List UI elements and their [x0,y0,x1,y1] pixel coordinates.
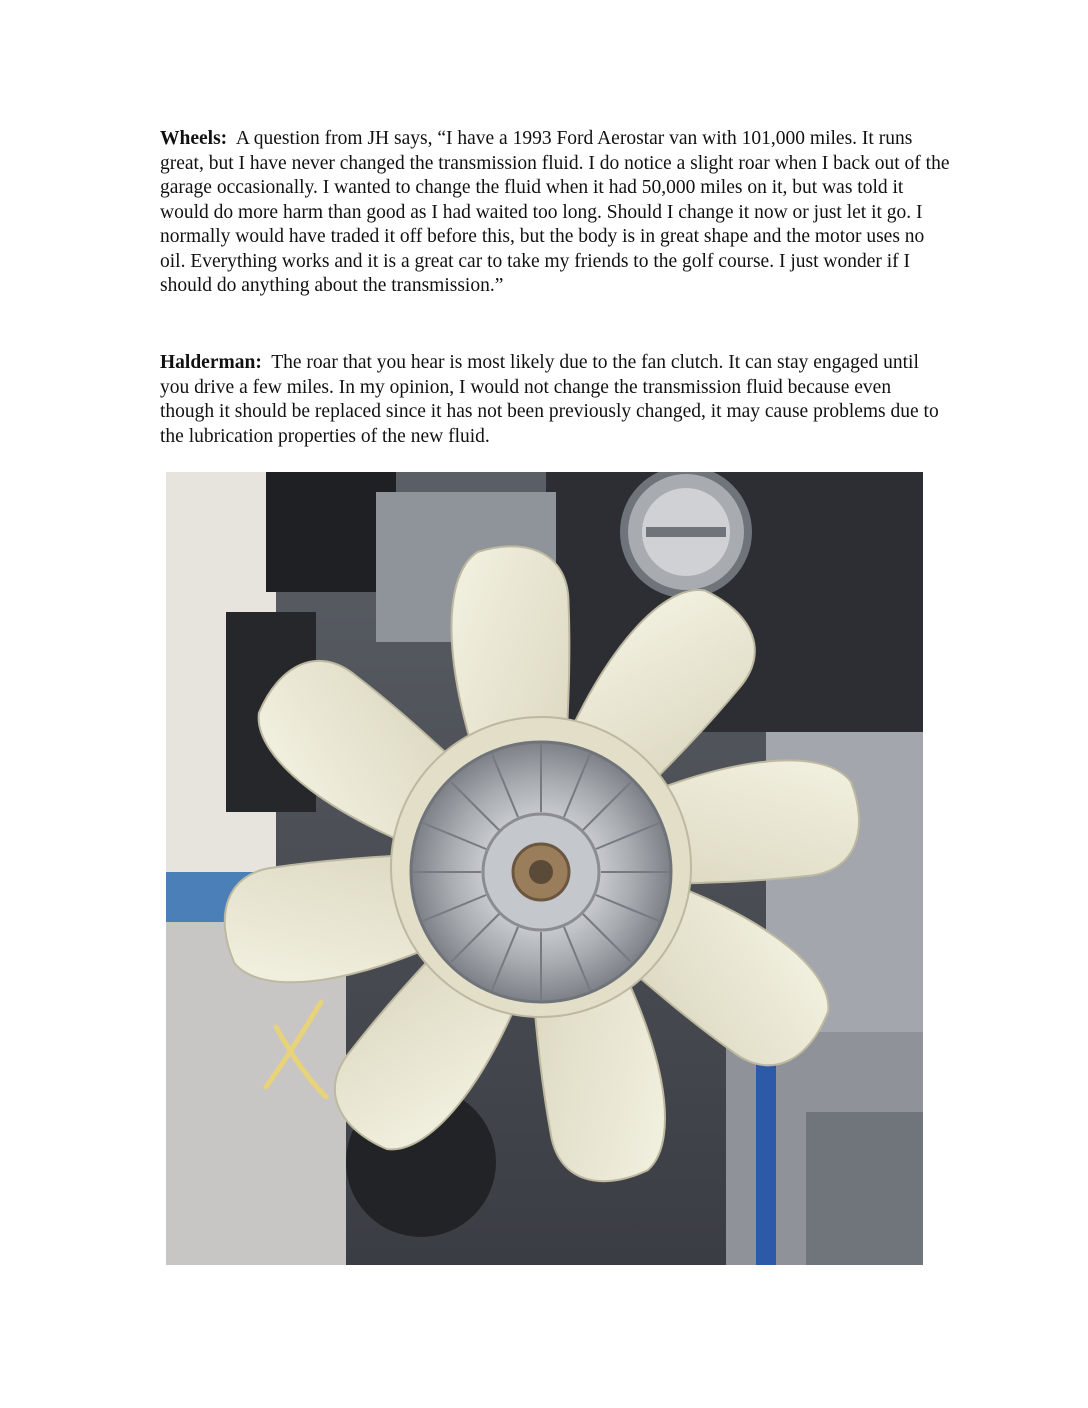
answer-text: The roar that you hear is most likely due to the fan clutch. It can stay engaged until you drive a few miles. In my opinion, I would not change the transmission fluid because even though it should be replaced since it has not been previously changed, it may cause problems due to the lubrication properties of the new fluid. [160,352,939,447]
fan-clutch-photo [166,472,923,1265]
stand-frame [806,1112,923,1265]
speaker-label-wheels: Wheels: [160,128,228,149]
answer-paragraph [160,351,950,449]
fan-clutch-illustration [166,472,923,1265]
throttle-plate [646,527,726,537]
fan-clutch [411,742,671,1002]
question-text: A question from JH says, “I have a 1993 Ford Aerostar van with 101,000 miles. It runs great, but I have never changed the transmission fluid. I do notice a slight roar when I back out of the garage occasionally. I wanted to change the fluid when it had 50,000 miles on it, but was told it would do more harm than good as I had waited too long. Should I change it now or just let it go. I normally would have traded it off before this, but the body is in great shape and the motor uses no oil. Everything works and it is a great car to take my friends to the golf course. I just wonder if I should do anything about the transmission.” [160,128,950,296]
clutch-center [529,860,553,884]
speaker-label-halderman: Halderman: [160,352,262,373]
question-paragraph [160,127,950,299]
stand-blue-post [756,1032,776,1265]
